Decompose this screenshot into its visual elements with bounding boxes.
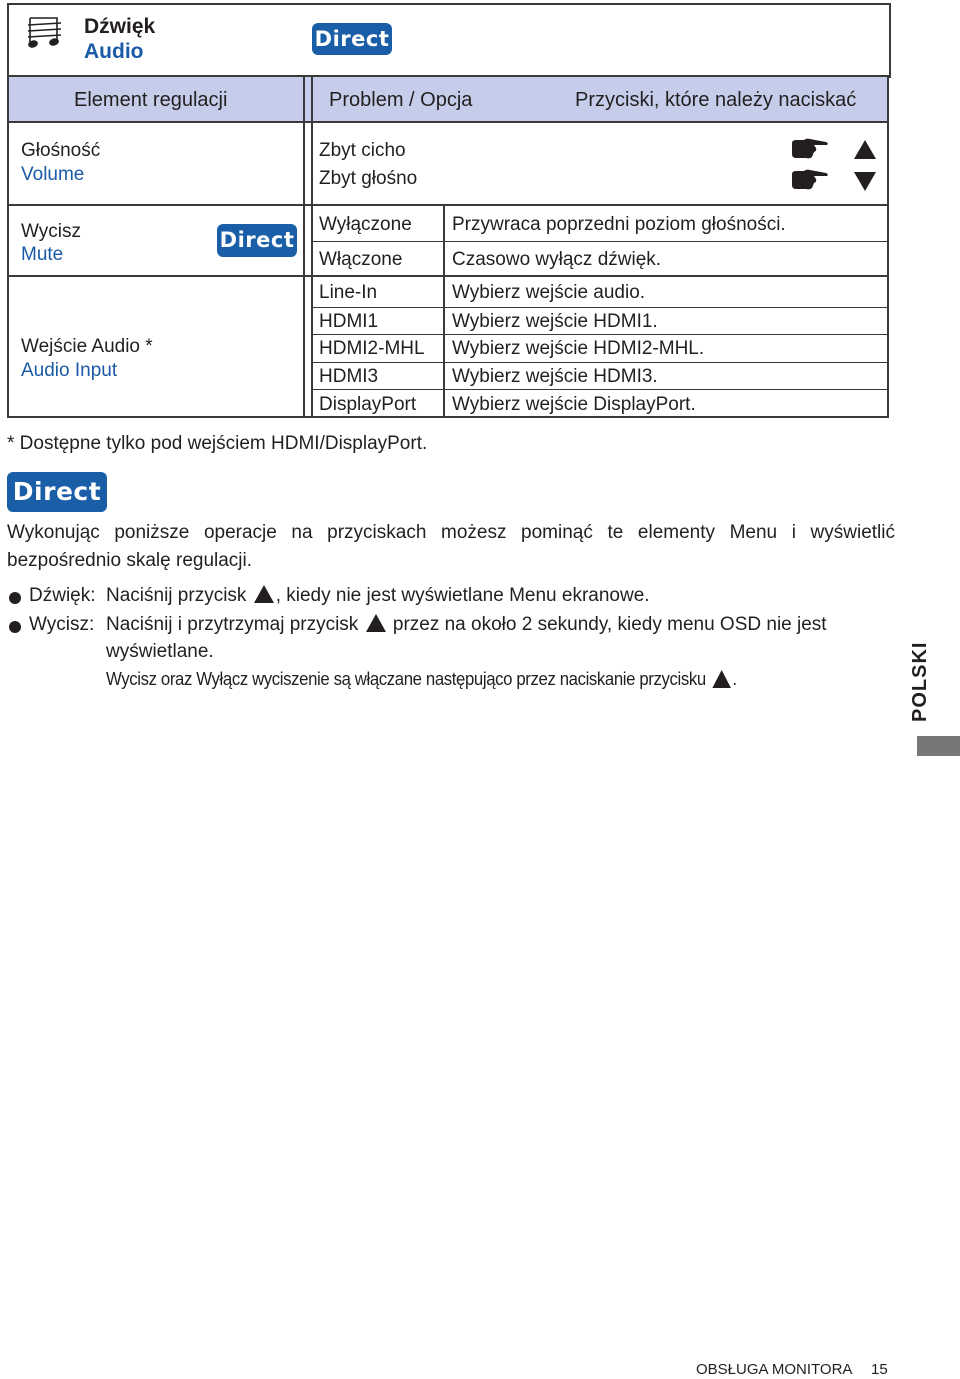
bullet-mute-text-line2: wyświetlane. bbox=[106, 641, 214, 662]
direct-intro: Wykonując poniższe operacje na przyciskach możesz pominąć te elementy Menu i wyświetlić bezpośrednio skalę regulacji. bbox=[7, 522, 895, 571]
input-option-displayport: DisplayPort bbox=[319, 394, 417, 415]
mute-label: Wycisz bbox=[21, 221, 81, 242]
audio-input-label: Wejście Audio * bbox=[21, 336, 153, 357]
column-header-element: Element regulacji bbox=[74, 89, 228, 111]
volume-option-too-quiet: Zbyt cicho bbox=[319, 140, 406, 161]
input-action-displayport: Wybierz wejście DisplayPort. bbox=[452, 394, 696, 415]
triangle-up-icon bbox=[254, 585, 274, 603]
mute-action-off: Przywraca poprzedni poziom głośności. bbox=[452, 214, 786, 235]
note-text-after: . bbox=[732, 669, 737, 689]
footer-section: OBSŁUGA MONITORA bbox=[696, 1361, 853, 1378]
direct-badge-header: Direct bbox=[312, 23, 392, 55]
volume-option-too-loud: Zbyt głośno bbox=[319, 168, 418, 189]
hand-pointer-icon bbox=[790, 168, 830, 192]
note-text-before: Wycisz oraz Wyłącz wyciszenie są włączane następująco przez naciskanie przycisku bbox=[106, 669, 706, 689]
mute-action-on: Czasowo wyłącz dźwięk. bbox=[452, 249, 662, 270]
bullet-sound-label: Dźwięk: bbox=[29, 585, 96, 606]
triangle-up-icon bbox=[712, 670, 731, 688]
input-option-hdmi1: HDMI1 bbox=[319, 311, 379, 332]
mute-label-english: Mute bbox=[21, 244, 64, 265]
input-option-hdmi3: HDMI3 bbox=[319, 366, 379, 387]
bullet-mute-line bbox=[106, 613, 827, 636]
direct-badge-mute: Direct bbox=[217, 224, 297, 257]
bullet-dot bbox=[9, 618, 21, 636]
triangle-down-icon bbox=[854, 172, 876, 191]
input-action-hdmi2-mhl: Wybierz wejście HDMI2-MHL. bbox=[452, 338, 705, 359]
column-header-problem: Problem / Opcja bbox=[329, 89, 473, 111]
input-option-line-in: Line-In bbox=[319, 282, 378, 303]
triangle-up-icon bbox=[366, 614, 386, 632]
audio-input-label-english: Audio Input bbox=[21, 360, 118, 381]
bullet-mute-text-after: przez na około 2 sekundy, kiedy menu OSD nie jest bbox=[392, 614, 827, 635]
bullet-mute-text-before: Naciśnij i przytrzymaj przycisk bbox=[106, 614, 359, 635]
language-tab: POLSKI bbox=[909, 641, 931, 723]
mute-option-on: Włączone bbox=[319, 249, 403, 270]
bullet-mute-label: Wycisz: bbox=[29, 614, 95, 635]
column-header-buttons: Przyciski, które należy naciskać bbox=[575, 89, 857, 111]
input-action-line-in: Wybierz wejście audio. bbox=[452, 282, 646, 303]
bullet-sound-line bbox=[106, 584, 650, 607]
direct-badge-section: Direct bbox=[7, 472, 107, 512]
volume-label: Głośność bbox=[21, 140, 101, 161]
input-option-hdmi2-mhl: HDMI2-MHL bbox=[319, 338, 425, 359]
music-note-icon bbox=[24, 14, 64, 50]
hand-pointer-icon bbox=[790, 137, 830, 161]
footer-page-number: 15 bbox=[871, 1361, 888, 1378]
triangle-up-icon bbox=[854, 140, 876, 159]
input-action-hdmi1: Wybierz wejście HDMI1. bbox=[452, 311, 658, 332]
language-tab-bar bbox=[917, 736, 960, 756]
mute-option-off: Wyłączone bbox=[319, 214, 412, 235]
page-title-english: Audio bbox=[84, 40, 144, 63]
input-action-hdmi3: Wybierz wejście HDMI3. bbox=[452, 366, 658, 387]
bullet-sound-text-before: Naciśnij przycisk bbox=[106, 585, 247, 606]
page-title: Dźwięk bbox=[84, 15, 156, 38]
footnote: * Dostępne tylko pod wejściem HDMI/DisplayPort. bbox=[7, 433, 428, 454]
mute-toggle-note bbox=[106, 668, 737, 691]
bullet-sound-text-after: , kiedy nie jest wyświetlane Menu ekranowe. bbox=[275, 585, 650, 606]
bullet-dot bbox=[9, 589, 21, 607]
volume-label-english: Volume bbox=[21, 164, 85, 185]
